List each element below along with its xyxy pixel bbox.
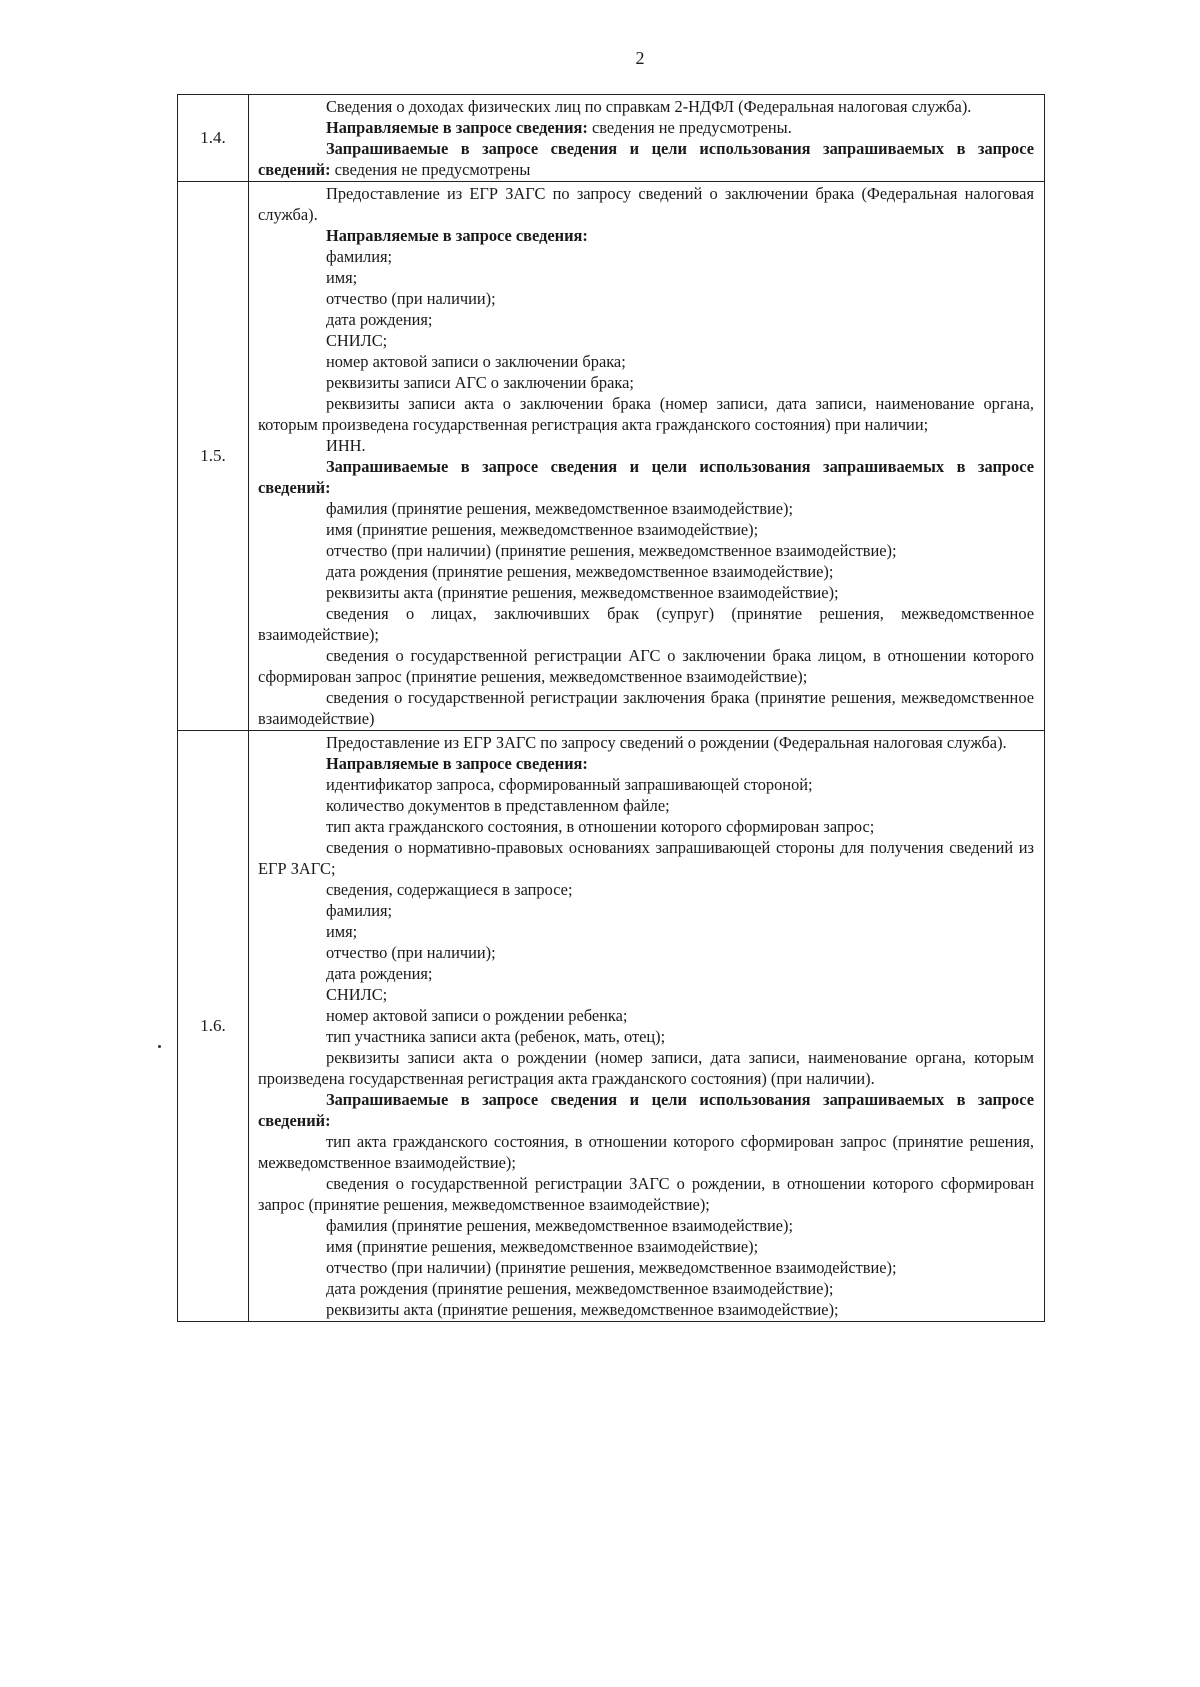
paragraph-text: Запрашиваемые в запросе сведения и цели использования запрашиваемых в запросе сведений: [258,1090,1034,1130]
row-content [249,731,1045,1322]
section-heading [258,138,1034,180]
paragraph [258,1236,1034,1257]
table-row [178,731,1045,1322]
paragraph-text: идентификатор запроса, сформированный запрашивающей стороной; [326,775,813,794]
paragraph-text: сведения о нормативно-правовых основаниях запрашивающей стороны для получения сведений из ЕГР ЗАГС; [258,838,1034,878]
paragraph [258,96,1034,117]
paragraph-text: сведения о лицах, заключивших брак (супруг) (принятие решения, межведомственное взаимодействие); [258,604,1034,644]
paragraph [258,774,1034,795]
paragraph [258,984,1034,1005]
paragraph-text: ИНН. [326,436,366,455]
paragraph-text: имя (принятие решения, межведомственное взаимодействие); [326,520,759,539]
paragraph [258,1026,1034,1047]
section-heading [258,753,1034,774]
paragraph [258,372,1034,393]
paragraph-tail: сведения не предусмотрены. [587,118,792,137]
paragraph-text: реквизиты записи акта о заключении брака (номер записи, дата записи, наименование органа, которым произведена государственная регистрация акта гражданского состояния) при наличии; [258,394,1034,434]
paragraph-text: Предоставление из ЕГР ЗАГС по запросу сведений о рождении (Федеральная налоговая служба). [326,733,1007,752]
paragraph [258,351,1034,372]
paragraph-text: номер актовой записи о рождении ребенка; [326,1006,628,1025]
paragraph-text: количество документов в представленном файле; [326,796,670,815]
table-body [178,95,1045,1322]
paragraph-text: отчество (при наличии) (принятие решения, межведомственное взаимодействие); [326,1258,897,1277]
paragraph [258,498,1034,519]
paragraph-text: сведения о государственной регистрации ЗАГС о рождении, в отношении которого сформирован запрос (принятие решения, межведомственное взаимодействие); [258,1174,1034,1214]
paragraph-text: СНИЛС; [326,985,388,1004]
paragraph [258,732,1034,753]
section-heading [258,456,1034,498]
paragraph [258,1131,1034,1173]
paragraph-text: дата рождения; [326,310,433,329]
paragraph [258,942,1034,963]
paragraph [258,1047,1034,1089]
paragraph-text: реквизиты акта (принятие решения, межведомственное взаимодействие); [326,583,839,602]
paragraph [258,1278,1034,1299]
paragraph-text: Предоставление из ЕГР ЗАГС по запросу сведений о заключении брака (Федеральная налоговая служба). [258,184,1034,224]
paragraph [258,183,1034,225]
paragraph [258,687,1034,729]
paragraph [258,816,1034,837]
paragraph [258,393,1034,435]
section-heading [258,117,1034,138]
paragraph [258,879,1034,900]
paragraph-text: тип акта гражданского состояния, в отношении которого сформирован запрос (принятие решения, межведомственное взаимодействие); [258,1132,1034,1172]
paragraph [258,309,1034,330]
table-row [178,182,1045,731]
paragraph-text: Направляемые в запросе сведения: [326,226,588,245]
paragraph-text: дата рождения (принятие решения, межведомственное взаимодействие); [326,1279,834,1298]
paragraph-text: сведения, содержащиеся в запросе; [326,880,573,899]
row-content [249,95,1045,182]
row-content [249,182,1045,731]
paragraph-text: сведения о государственной регистрации АГС о заключении брака лицом, в отношении которого сформирован запрос (принятие решения, межведомственное взаимодействие); [258,646,1034,686]
row-number: 1.4. [178,95,249,182]
paragraph [258,246,1034,267]
paragraph [258,963,1034,984]
paragraph [258,582,1034,603]
paragraph [258,795,1034,816]
scan-speck [158,1045,161,1048]
row-number: 1.6. [178,731,249,1322]
paragraph-text: номер актовой записи о заключении брака; [326,352,626,371]
paragraph [258,1005,1034,1026]
section-heading [258,225,1034,246]
paragraph [258,1215,1034,1236]
paragraph-text: сведения о государственной регистрации заключения брака (принятие решения, межведомственное взаимодействие) [258,688,1034,728]
paragraph-text: реквизиты акта (принятие решения, межведомственное взаимодействие); [326,1300,839,1319]
paragraph-text: фамилия; [326,247,393,266]
paragraph-text: Направляемые в запросе сведения: [326,754,588,773]
paragraph [258,1173,1034,1215]
paragraph-text: фамилия (принятие решения, межведомственное взаимодействие); [326,1216,793,1235]
paragraph-text: Сведения о доходах физических лиц по справкам 2-НДФЛ (Федеральная налоговая служба). [326,97,972,116]
paragraph-text: дата рождения (принятие решения, межведомственное взаимодействие); [326,562,834,581]
paragraph-text: Запрашиваемые в запросе сведения и цели использования запрашиваемых в запросе сведений: [258,457,1034,497]
paragraph-text: СНИЛС; [326,331,388,350]
table-row [178,95,1045,182]
paragraph-text: реквизиты записи АГС о заключении брака; [326,373,634,392]
paragraph-text: отчество (при наличии); [326,943,496,962]
paragraph [258,540,1034,561]
paragraph [258,921,1034,942]
paragraph-text: имя (принятие решения, межведомственное взаимодействие); [326,1237,759,1256]
paragraph [258,267,1034,288]
section-heading [258,1089,1034,1131]
paragraph [258,1299,1034,1320]
paragraph-text: отчество (при наличии) (принятие решения, межведомственное взаимодействие); [326,541,897,560]
paragraph [258,900,1034,921]
paragraph [258,519,1034,540]
document-table [177,94,1045,1322]
paragraph-text: фамилия; [326,901,393,920]
paragraph [258,435,1034,456]
paragraph-text: имя; [326,922,358,941]
paragraph-text: дата рождения; [326,964,433,983]
paragraph-text: Направляемые в запросе сведения: [326,118,588,137]
paragraph [258,837,1034,879]
paragraph-text: тип участника записи акта (ребенок, мать, отец); [326,1027,666,1046]
paragraph [258,288,1034,309]
paragraph [258,1257,1034,1278]
paragraph-text: реквизиты записи акта о рождении (номер записи, дата записи, наименование органа, которым произведена государственная регистрация акта гражданского состояния) (при наличии). [258,1048,1034,1088]
paragraph-text: Запрашиваемые в запросе сведения и цели использования запрашиваемых в запросе сведений: [258,139,1034,179]
paragraph [258,645,1034,687]
paragraph-tail: сведения не предусмотрены [330,160,531,179]
paragraph-text: фамилия (принятие решения, межведомственное взаимодействие); [326,499,793,518]
paragraph [258,603,1034,645]
page-number: 2 [635,48,645,68]
paragraph-text: имя; [326,268,358,287]
paragraph-text: отчество (при наличии); [326,289,496,308]
paragraph-text: тип акта гражданского состояния, в отношении которого сформирован запрос; [326,817,875,836]
row-number: 1.5. [178,182,249,731]
paragraph [258,330,1034,351]
paragraph [258,561,1034,582]
